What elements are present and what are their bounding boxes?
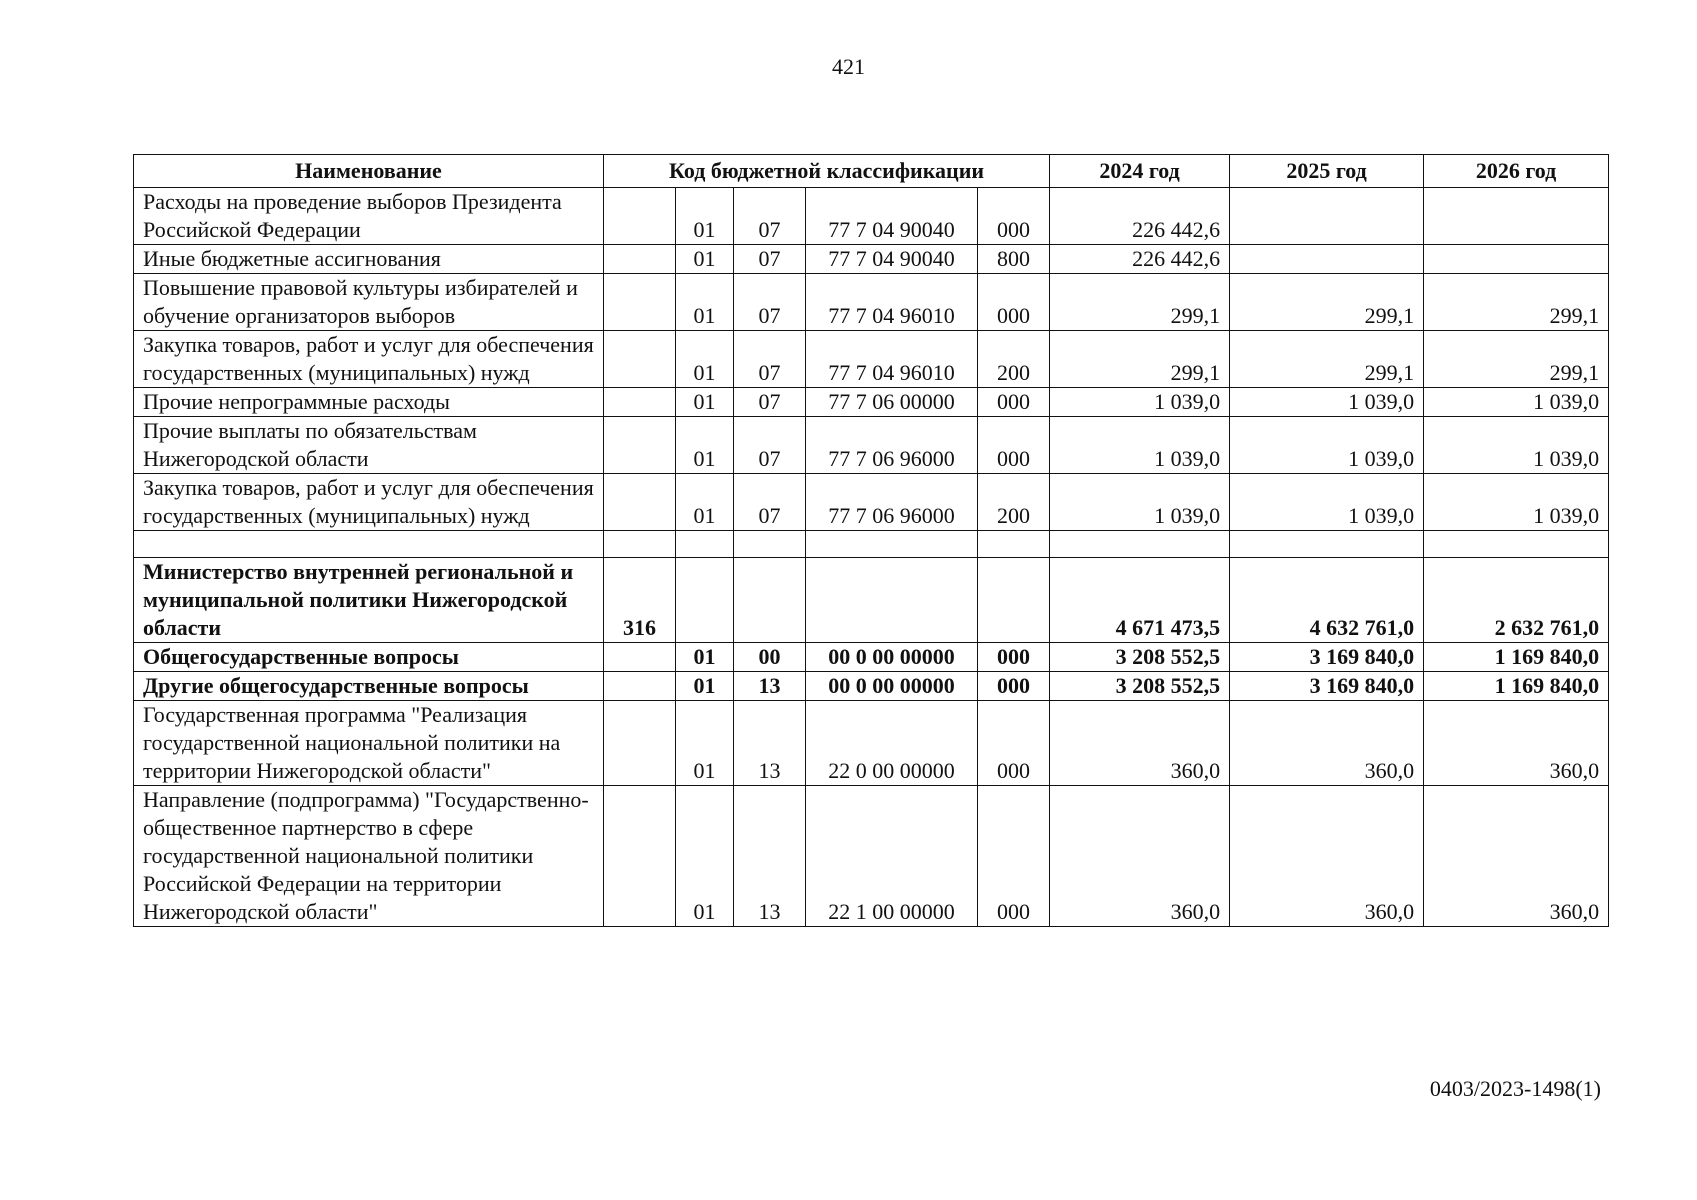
cell-2026: 299,1: [1424, 331, 1609, 388]
cell-grbs: [604, 531, 676, 558]
cell-target-article: 22 1 00 00000: [806, 786, 978, 927]
cell-2025: 1 039,0: [1230, 417, 1424, 474]
cell-2024: 1 039,0: [1050, 388, 1230, 417]
cell-section: 01: [676, 388, 734, 417]
cell-2025: [1230, 245, 1424, 274]
cell-2024: 4 671 473,5: [1050, 558, 1230, 643]
cell-2025: [1230, 188, 1424, 245]
cell-2025: 3 169 840,0: [1230, 672, 1424, 701]
cell-grbs: 316: [604, 558, 676, 643]
cell-section: 01: [676, 331, 734, 388]
cell-grbs: [604, 643, 676, 672]
header-2026: 2026 год: [1424, 155, 1609, 188]
table-row: [134, 274, 1609, 331]
table-row: [134, 388, 1609, 417]
cell-expense-type: 200: [978, 331, 1050, 388]
page-number: 421: [832, 54, 865, 79]
cell-expense-type: 000: [978, 388, 1050, 417]
header-name: Наименование: [134, 155, 604, 188]
cell-grbs: [604, 331, 676, 388]
cell-name: Общегосударственные вопросы: [134, 643, 604, 672]
cell-name: Прочие непрограммные расходы: [134, 388, 604, 417]
cell-section: [676, 531, 734, 558]
cell-subsection: 13: [734, 786, 806, 927]
cell-section: 01: [676, 786, 734, 927]
table-row: [134, 701, 1609, 786]
cell-subsection: 07: [734, 274, 806, 331]
cell-name: Иные бюджетные ассигнования: [134, 245, 604, 274]
cell-grbs: [604, 474, 676, 531]
cell-2025: 3 169 840,0: [1230, 643, 1424, 672]
cell-expense-type: [978, 531, 1050, 558]
cell-2024: 1 039,0: [1050, 474, 1230, 531]
cell-2024: 360,0: [1050, 786, 1230, 927]
cell-subsection: 07: [734, 188, 806, 245]
cell-subsection: 00: [734, 643, 806, 672]
cell-expense-type: 800: [978, 245, 1050, 274]
cell-name: Прочие выплаты по обязательствам Нижегородской области: [134, 417, 604, 474]
cell-expense-type: 000: [978, 672, 1050, 701]
cell-2026: 1 169 840,0: [1424, 643, 1609, 672]
table-row: [134, 643, 1609, 672]
cell-section: 01: [676, 245, 734, 274]
cell-target-article: 77 7 04 96010: [806, 274, 978, 331]
cell-expense-type: 000: [978, 417, 1050, 474]
cell-2025: 1 039,0: [1230, 388, 1424, 417]
cell-subsection: [734, 558, 806, 643]
budget-table: [133, 154, 1609, 927]
cell-subsection: 07: [734, 245, 806, 274]
cell-name: Другие общегосударственные вопросы: [134, 672, 604, 701]
table-row: [134, 558, 1609, 643]
cell-expense-type: 000: [978, 188, 1050, 245]
cell-expense-type: 000: [978, 786, 1050, 927]
cell-grbs: [604, 188, 676, 245]
cell-subsection: 07: [734, 417, 806, 474]
cell-2026: 360,0: [1424, 701, 1609, 786]
cell-name: [134, 531, 604, 558]
cell-target-article: 77 7 06 96000: [806, 474, 978, 531]
cell-target-article: 77 7 04 90040: [806, 245, 978, 274]
cell-2025: 360,0: [1230, 701, 1424, 786]
cell-section: 01: [676, 274, 734, 331]
cell-2024: 226 442,6: [1050, 245, 1230, 274]
cell-target-article: 00 0 00 00000: [806, 643, 978, 672]
cell-2026: 360,0: [1424, 786, 1609, 927]
cell-2026: 1 039,0: [1424, 388, 1609, 417]
cell-section: [676, 558, 734, 643]
cell-2024: 1 039,0: [1050, 417, 1230, 474]
cell-2026: 299,1: [1424, 274, 1609, 331]
cell-name: Государственная программа "Реализация государственной национальной политики на территории Нижегородской области": [134, 701, 604, 786]
cell-subsection: 07: [734, 474, 806, 531]
cell-section: 01: [676, 672, 734, 701]
cell-target-article: 77 7 06 96000: [806, 417, 978, 474]
cell-2024: 3 208 552,5: [1050, 672, 1230, 701]
cell-2025: 299,1: [1230, 274, 1424, 331]
cell-grbs: [604, 417, 676, 474]
cell-grbs: [604, 388, 676, 417]
cell-section: 01: [676, 188, 734, 245]
cell-grbs: [604, 701, 676, 786]
document-code: 0403/2023-1498(1): [1429, 1076, 1601, 1101]
table-header-row: [134, 155, 1609, 188]
table-row: [134, 331, 1609, 388]
cell-2024: 299,1: [1050, 331, 1230, 388]
cell-target-article: 22 0 00 00000: [806, 701, 978, 786]
cell-grbs: [604, 786, 676, 927]
cell-subsection: 07: [734, 388, 806, 417]
cell-2026: 1 039,0: [1424, 417, 1609, 474]
cell-target-article: [806, 558, 978, 643]
cell-2024: [1050, 531, 1230, 558]
cell-2025: [1230, 531, 1424, 558]
cell-grbs: [604, 672, 676, 701]
cell-section: 01: [676, 417, 734, 474]
cell-expense-type: 000: [978, 274, 1050, 331]
table-row: [134, 531, 1609, 558]
cell-2024: 226 442,6: [1050, 188, 1230, 245]
cell-2025: 360,0: [1230, 786, 1424, 927]
cell-target-article: [806, 531, 978, 558]
cell-2026: 1 169 840,0: [1424, 672, 1609, 701]
cell-name: Закупка товаров, работ и услуг для обеспечения государственных (муниципальных) нужд: [134, 474, 604, 531]
cell-subsection: 13: [734, 701, 806, 786]
cell-section: 01: [676, 643, 734, 672]
table-row: [134, 672, 1609, 701]
header-code: Код бюджетной классификации: [604, 155, 1050, 188]
cell-section: 01: [676, 701, 734, 786]
cell-name: Направление (подпрограмма) "Государственно-общественное партнерство в сфере государственной национальной политики Российской Федерации на территории Нижегородской области": [134, 786, 604, 927]
cell-name: Повышение правовой культуры избирателей и обучение организаторов выборов: [134, 274, 604, 331]
cell-name: Закупка товаров, работ и услуг для обеспечения государственных (муниципальных) нужд: [134, 331, 604, 388]
cell-grbs: [604, 245, 676, 274]
cell-target-article: 00 0 00 00000: [806, 672, 978, 701]
cell-grbs: [604, 274, 676, 331]
cell-2024: 299,1: [1050, 274, 1230, 331]
cell-name: Министерство внутренней региональной и муниципальной политики Нижегородской области: [134, 558, 604, 643]
cell-target-article: 77 7 04 96010: [806, 331, 978, 388]
cell-subsection: [734, 531, 806, 558]
cell-expense-type: 000: [978, 701, 1050, 786]
cell-2024: 360,0: [1050, 701, 1230, 786]
cell-subsection: 13: [734, 672, 806, 701]
cell-2026: [1424, 188, 1609, 245]
cell-2026: 1 039,0: [1424, 474, 1609, 531]
cell-expense-type: 200: [978, 474, 1050, 531]
cell-name: Расходы на проведение выборов Президента Российской Федерации: [134, 188, 604, 245]
cell-2026: 2 632 761,0: [1424, 558, 1609, 643]
cell-expense-type: [978, 558, 1050, 643]
cell-2025: 4 632 761,0: [1230, 558, 1424, 643]
header-2024: 2024 год: [1050, 155, 1230, 188]
table-row: [134, 417, 1609, 474]
cell-2026: [1424, 531, 1609, 558]
cell-target-article: 77 7 04 90040: [806, 188, 978, 245]
cell-2026: [1424, 245, 1609, 274]
cell-expense-type: 000: [978, 643, 1050, 672]
table-row: [134, 245, 1609, 274]
table-body: [134, 188, 1609, 927]
cell-2024: 3 208 552,5: [1050, 643, 1230, 672]
table-row: [134, 786, 1609, 927]
cell-2025: 1 039,0: [1230, 474, 1424, 531]
cell-target-article: 77 7 06 00000: [806, 388, 978, 417]
table-row: [134, 474, 1609, 531]
cell-2025: 299,1: [1230, 331, 1424, 388]
cell-subsection: 07: [734, 331, 806, 388]
header-2025: 2025 год: [1230, 155, 1424, 188]
cell-section: 01: [676, 474, 734, 531]
table-row: [134, 188, 1609, 245]
